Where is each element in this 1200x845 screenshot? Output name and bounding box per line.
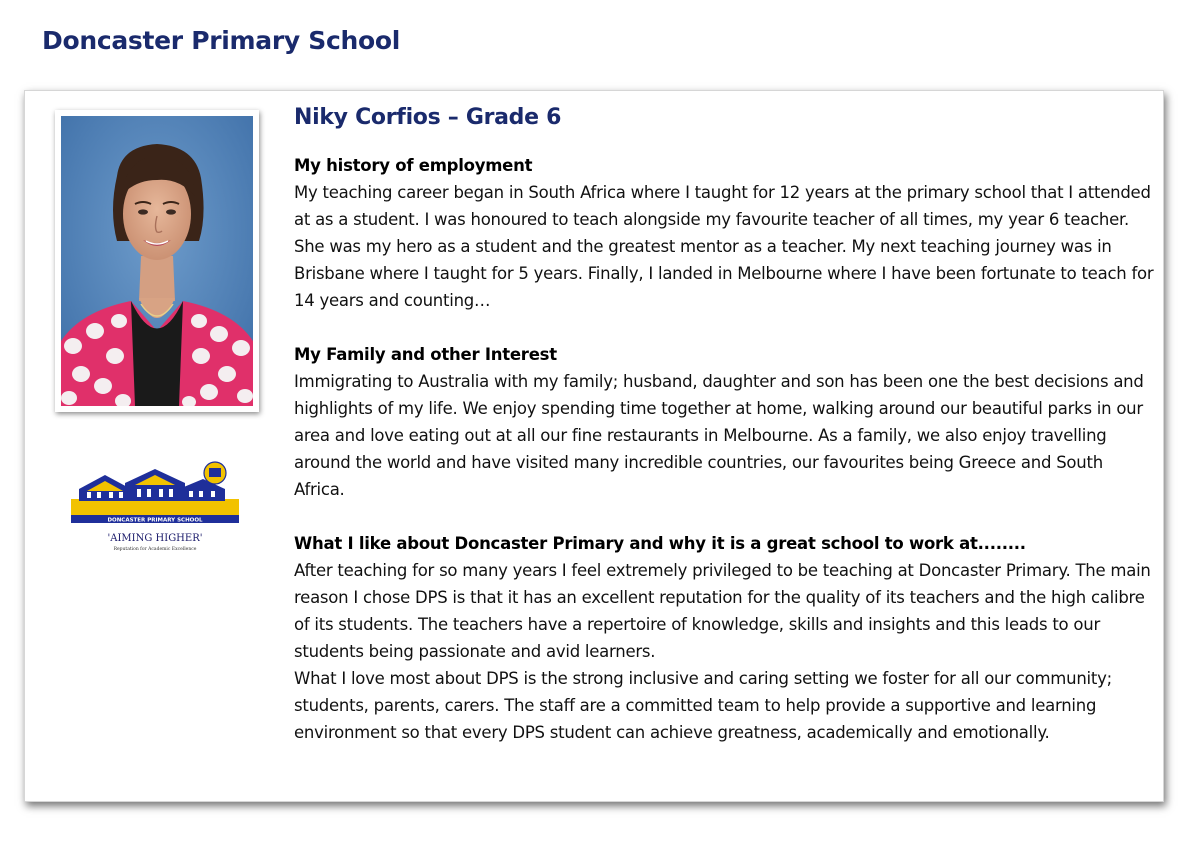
section-paragraph: What I love most about DPS is the strong inclusive and caring setting we foster for all our community; students, parents, carers. The staff are a committed team to help provide a supportive and learning environment so that every DPS student can achieve greatness, academically and emotionally. [294, 669, 1112, 742]
section-employment-history [294, 152, 1154, 314]
teacher-name-heading: Niky Corfios – Grade 6 [294, 105, 562, 130]
profile-content [294, 105, 1154, 773]
section-heading: My history of employment [294, 156, 533, 175]
section-heading: What I like about Doncaster Primary and why it is a great school to work at........ [294, 534, 1026, 553]
teacher-portrait-image [61, 116, 253, 406]
school-logo [65, 461, 245, 566]
section-paragraph: My teaching career began in South Africa where I taught for 12 years at the primary school that I attended at as a student. I was honoured to teach alongside my favourite teacher of all times, my year 6 teacher. She was my hero as a student and the greatest mentor as a teacher. My next teaching journey was in Brisbane where I taught for 5 years. Finally, I landed in Melbourne where I have been fortunate to teach for 14 years and counting… [294, 183, 1154, 310]
school-building-logo-icon [65, 461, 245, 533]
section-heading: My Family and other Interest [294, 345, 557, 364]
section-family-interests [294, 341, 1154, 503]
section-paragraph: Immigrating to Australia with my family; husband, daughter and son has been one the best decisions and highlights of my life. We enjoy spending time together at home, walking around our beautiful parks in our area and love eating out at all our fine restaurants in Melbourne. As a family, we also enjoy travelling around the world and have visited many incredible countries, our favourites being Greece and South Africa. [294, 372, 1144, 499]
teacher-photo [61, 116, 253, 406]
logo-tagline: Reputation for Academic Excellence [113, 547, 197, 552]
teacher-photo-frame [55, 110, 259, 412]
section-paragraph: After teaching for so many years I feel extremely privileged to be teaching at Doncaster Primary. The main reason I chose DPS is that it has an excellent reputation for the quality of its teachers and the high calibre of its students. The teachers have a repertoire of knowledge, skills and insights and this leads to our students being passionate and avid learners. [294, 561, 1151, 661]
section-why-doncaster [294, 530, 1154, 746]
profile-card [24, 90, 1164, 802]
logo-motto: 'AIMING HIGHER' [107, 533, 203, 544]
logo-banner-text: DONCASTER PRIMARY SCHOOL [107, 517, 203, 524]
school-title: Doncaster Primary School [42, 26, 401, 55]
